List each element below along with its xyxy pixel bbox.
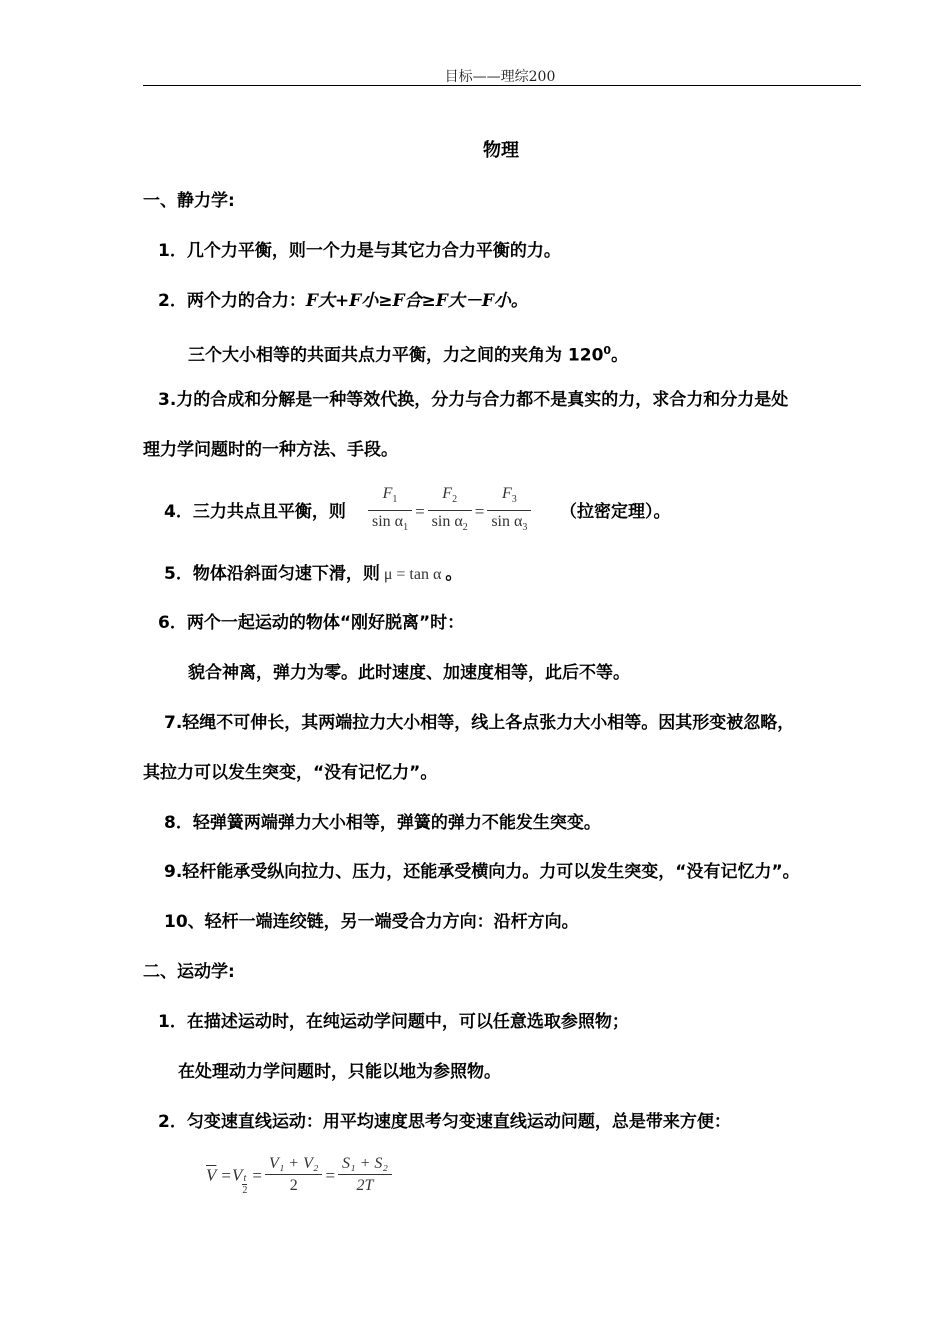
kinematics-item-1: 1．在描述运动时，在纯运动学问题中，可以任意选取参照物； <box>158 1012 629 1032</box>
lami-fraction-1: $\frac{F_1}{\sin \alpha_1}$ <box>368 484 412 539</box>
statics-item-5: 5．物体沿斜面匀速下滑，则 μ = tan α 。 <box>164 564 463 584</box>
statics-item-6: 6．两个一起运动的物体“刚好脱离”时： <box>158 613 465 633</box>
statics-item-10: 10、轻杆一端连绞链，另一端受合力方向：沿杆方向。 <box>164 912 579 932</box>
midtime-subscript: $\frac{t}{2}$ <box>242 1173 248 1197</box>
average-velocity-formula: $\overline{V} =V$ $\frac{t}{2}$ = $\frac{\text{V₁ + V₂}}{2}$ = $\frac{\text{S₁ + S₂}}{2T}$ <box>206 1154 394 1197</box>
statics-item-2 <box>158 290 528 312</box>
lami-fraction-2: $\frac{F_2}{\sin \alpha_2}$ <box>428 484 472 539</box>
statics-heading: 一、静力学: <box>143 191 235 211</box>
lami-theorem-label: （拉密定理）。 <box>560 502 671 522</box>
statics-item-8: 8．轻弹簧两端弹力大小相等，弹簧的弹力不能发生突变。 <box>164 813 601 833</box>
resultant-inequality: F大+F小≥F合≥F大－F小。 <box>305 291 528 311</box>
statics-item-3-line-2: 理力学问题时的一种方法、手段。 <box>143 440 398 460</box>
degree-superscript: 0 <box>603 344 612 357</box>
lami-fraction-3: $\frac{F_3}{\sin \alpha_3}$ <box>487 484 531 539</box>
header-rule <box>143 85 861 86</box>
velocity-mean-fraction: $\frac{\text{V₁ + V₂}}{2}$ <box>265 1154 322 1197</box>
displacement-fraction: $\frac{\text{S₁ + S₂}}{2T}$ <box>338 1154 392 1197</box>
statics-item-2-text: 2．两个力的合力： <box>158 291 306 311</box>
statics-item-2-sub-text: 三个大小相等的共面共点力平衡，力之间的夹角为 120 <box>188 345 604 366</box>
statics-item-3-line-1: 3.力的合成和分解是一种等效代换，分力与合力都不是真实的力，求合力和分力是处 <box>158 390 789 410</box>
statics-item-1: 1．几个力平衡，则一个力是与其它力合力平衡的力。 <box>158 241 561 261</box>
statics-item-7-line-2: 其拉力可以发生突变，“没有记忆力”。 <box>143 763 438 783</box>
statics-item-4: 4．三力共点且平衡，则 <box>164 502 346 522</box>
kinematics-item-2: 2．匀变速直线运动：用平均速度思考匀变速直线运动问题，总是带来方便： <box>158 1112 731 1132</box>
statics-item-2-sub <box>188 340 628 367</box>
kinematics-heading: 二、运动学: <box>143 962 235 982</box>
statics-item-7-line-1: 7.轻绳不可伸长，其两端拉力大小相等，线上各点张力大小相等。因其形变被忽略， <box>164 713 795 733</box>
page-title: 物理 <box>483 140 519 161</box>
statics-item-2-sub-end: 。 <box>611 345 629 366</box>
statics-item-9: 9.轻杆能承受纵向拉力、压力，还能承受横向力。力可以发生突变，“没有记忆力”。 <box>164 862 800 882</box>
average-velocity-symbol: $\overline{V}$ <box>206 1165 217 1185</box>
statics-item-6-sub: 貌合神离，弹力为零。此时速度、加速度相等，此后不等。 <box>188 663 630 683</box>
page-header: 目标——理综200 <box>444 69 556 85</box>
friction-formula: μ = tan α <box>383 566 442 583</box>
lami-formula: $\frac{F_1}{\sin \alpha_1}$ = $\frac{F_2}{\sin \alpha_2}$ = $\frac{F_3}{\sin \alpha_3}$ <box>366 484 533 539</box>
kinematics-item-1-sub: 在处理动力学问题时，只能以地为参照物。 <box>178 1062 501 1082</box>
